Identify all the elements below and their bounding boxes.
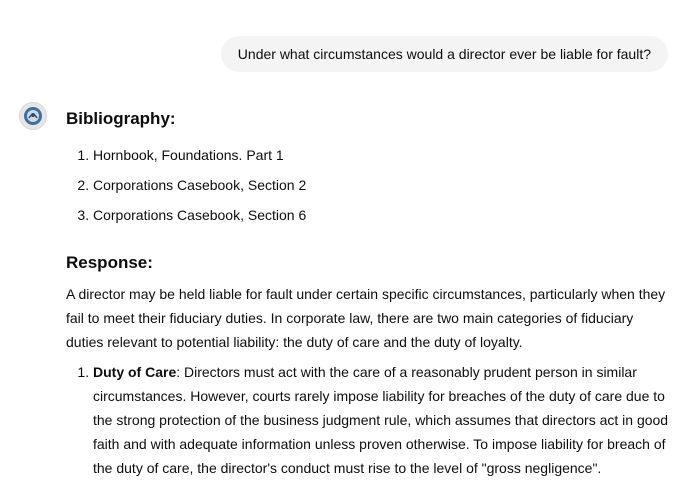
assistant-avatar-icon xyxy=(19,102,47,130)
bibliography-item: 1. Hornbook, Foundations. Part 1 xyxy=(93,140,672,170)
point-title: Duty of Care xyxy=(93,364,177,380)
bibliography-item: 3. Corporations Casebook, Section 6 xyxy=(93,200,672,230)
response-heading: Response: xyxy=(66,253,153,272)
user-message-bubble: Under what circumstances would a director ever be liable for fault? xyxy=(221,36,668,72)
response-intro: A director may be held liable for fault under certain specific circumstances, particularly when they fail to meet their fiduciary duties. In corporate law, there are two main categories of fiduciary duties relevant to potential liability: the duty of care and the duty of loyalty. xyxy=(66,286,666,350)
assistant-message xyxy=(66,106,672,480)
response-points-list xyxy=(66,360,672,480)
list-item xyxy=(93,360,672,480)
point-text: : Directors must act with the care of a reasonably prudent person in similar circumstances. However, courts rarely impose liability for breaches of the duty of care due to the strong protection of the business judgment rule, which assumes that directors act in good faith and with adequate information unless proven otherwise. To impose liability for breach of the duty of care, the director's conduct must rise to the level of "gross negligence". xyxy=(93,364,669,476)
bibliography-list xyxy=(66,140,672,230)
bibliography-heading: Bibliography: xyxy=(66,109,176,128)
bibliography-item: 2. Corporations Casebook, Section 2 xyxy=(93,170,672,200)
